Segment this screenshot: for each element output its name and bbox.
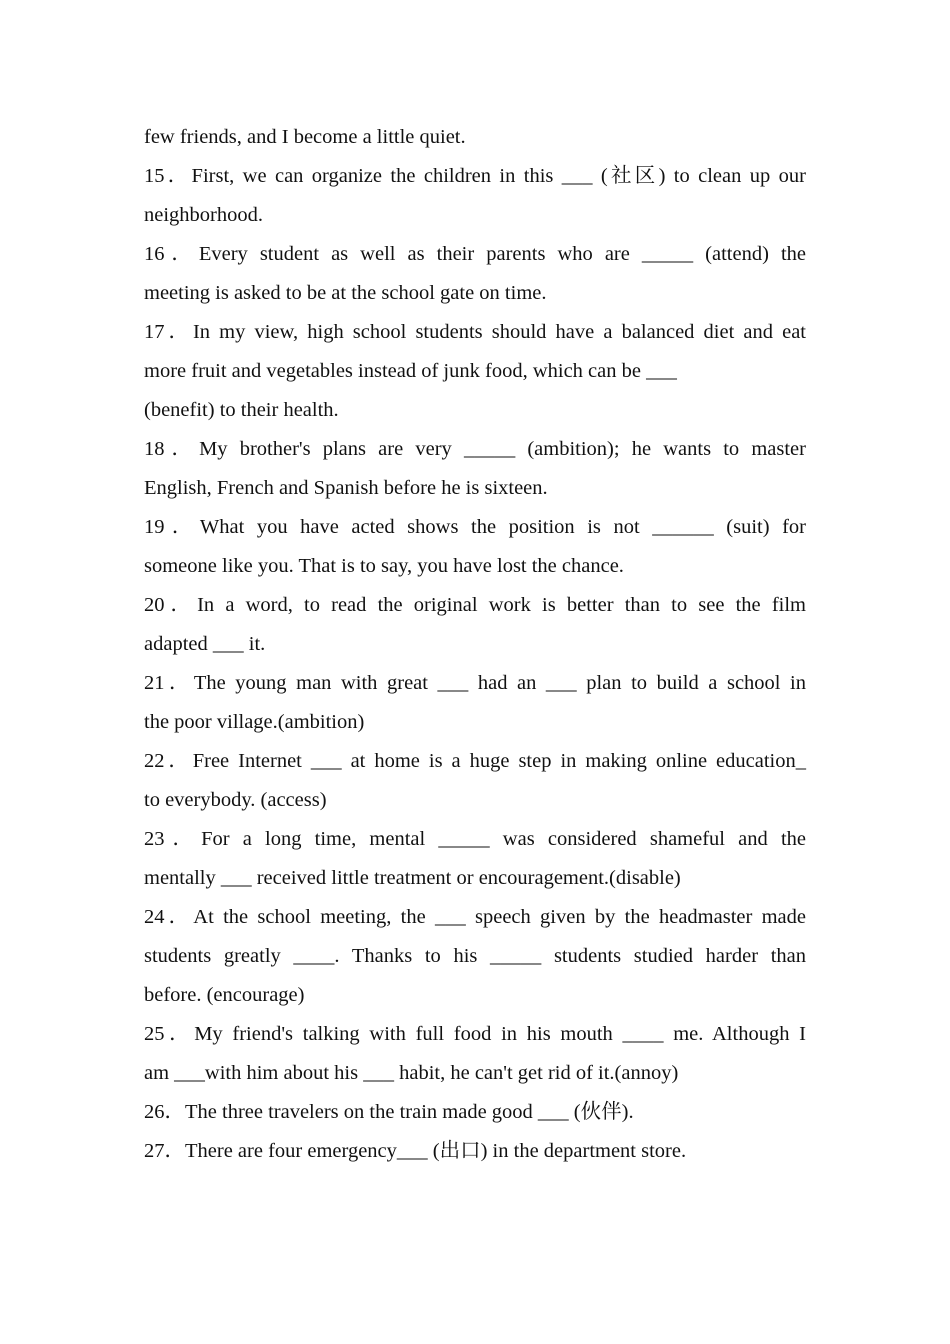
text-line: more fruit and vegetables instead of junk food, which can be ___: [144, 360, 677, 382]
text-line: English, French and Spanish before he is sixteen.: [144, 477, 548, 499]
question-18-line: 18．My brother's plans are very _____ (ambition); he wants to master: [144, 438, 806, 460]
question-24-line: 24．At the school meeting, the ___ speech given by the headmaster made: [144, 906, 806, 928]
question-26-line: 26．The three travelers on the train made good ___ (伙伴).: [144, 1101, 634, 1123]
question-16-line: 16．Every student as well as their parents who are _____ (attend) the: [144, 243, 806, 265]
text-line: someone like you. That is to say, you have lost the chance.: [144, 555, 624, 577]
question-25-line: 25．My friend's talking with full food in his mouth ____ me. Although I: [144, 1023, 806, 1045]
text-line: (benefit) to their health.: [144, 399, 339, 421]
question-15-line: 15．First, we can organize the children in this ___ (社区) to clean up our: [144, 165, 806, 187]
text-line: the poor village.(ambition): [144, 711, 365, 733]
question-21-line: 21．The young man with great ___ had an ___ plan to build a school in: [144, 672, 806, 694]
document-page: [144, 118, 806, 1171]
question-23-line: 23．For a long time, mental _____ was considered shameful and the: [144, 828, 806, 850]
text-line: to everybody. (access): [144, 789, 327, 811]
text-line: meeting is asked to be at the school gate on time.: [144, 282, 547, 304]
question-17-line: 17．In my view, high school students should have a balanced diet and eat: [144, 321, 806, 343]
text-line: am ___with him about his ___ habit, he can't get rid of it.(annoy): [144, 1062, 679, 1084]
text-line: before. (encourage): [144, 984, 305, 1006]
text-line: students greatly ____. Thanks to his _____ students studied harder than: [144, 945, 806, 967]
question-22-line: 22．Free Internet ___ at home is a huge step in making online education_: [144, 750, 806, 772]
question-27-line: 27．There are four emergency___ (出口) in the department store.: [144, 1140, 687, 1162]
question-20-line: 20．In a word, to read the original work is better than to see the film: [144, 594, 806, 616]
text-line: mentally ___ received little treatment or encouragement.(disable): [144, 867, 681, 889]
text-line: adapted ___ it.: [144, 633, 266, 655]
text-line: neighborhood.: [144, 204, 263, 226]
text-line: few friends, and I become a little quiet.: [144, 126, 466, 148]
question-19-line: 19．What you have acted shows the position is not ______ (suit) for: [144, 516, 806, 538]
